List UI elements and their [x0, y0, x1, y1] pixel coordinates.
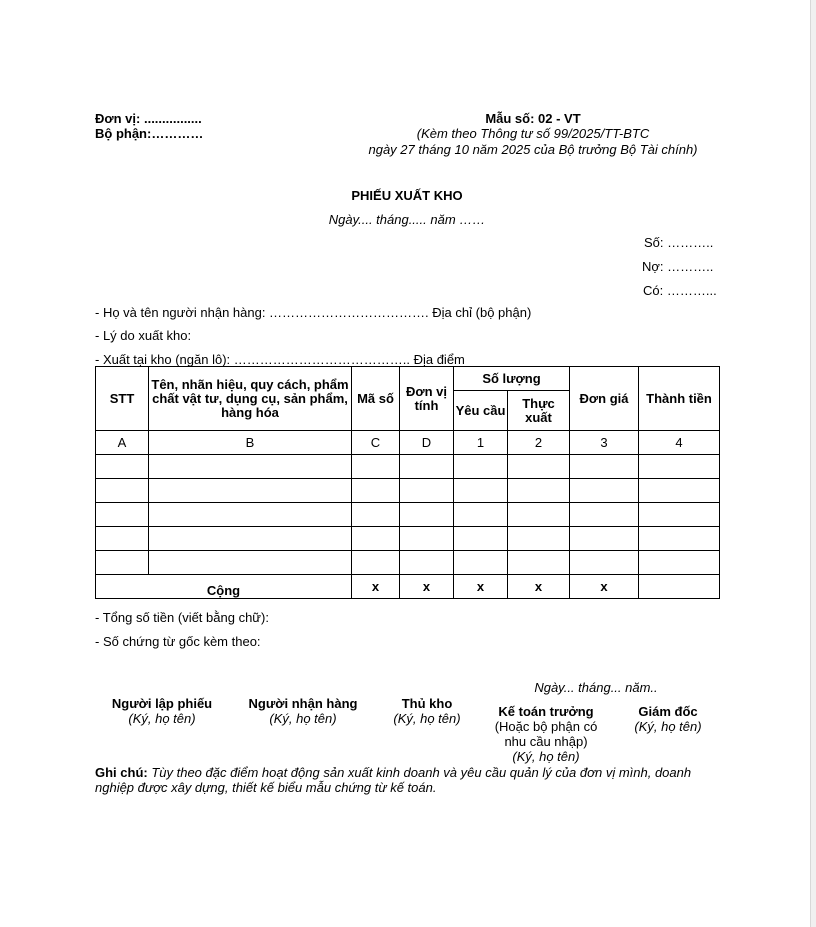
note-line2: nghiệp được xây dựng, thiết kế biểu mẫu chứng từ kế toán.	[95, 780, 437, 795]
note-line1	[95, 765, 691, 780]
signature-note: (Ký, họ tên)	[634, 719, 702, 734]
total-amount-cell	[639, 575, 720, 599]
header-stt: STT	[96, 367, 149, 431]
signature-role: Người lập phiếu	[111, 696, 213, 711]
total-row	[96, 575, 720, 599]
header-price: Đơn giá	[570, 367, 639, 431]
signature-role: Kế toán trưởng	[498, 704, 594, 719]
unit-label: Đơn vị: ................	[95, 111, 202, 126]
signature-note: (Ký, họ tên)	[269, 711, 337, 726]
date-line: Ngày.... tháng..... năm ……	[328, 212, 486, 227]
circular-line2: ngày 27 tháng 10 năm 2025 của Bộ trưởng Bộ Tài chính)	[368, 142, 698, 157]
total-words-line: - Tổng số tiền (viết bằng chữ):	[95, 610, 269, 625]
index-cell: 1	[454, 431, 508, 455]
index-cell: C	[352, 431, 400, 455]
header-unit: Đơn vị tính	[400, 367, 454, 431]
attached-docs-line: - Số chứng từ gốc kèm theo:	[95, 634, 261, 649]
voucher-number: Số: ………..	[644, 235, 714, 250]
items-table	[95, 366, 720, 599]
header-actual: Thực xuất	[508, 391, 570, 431]
debit-account: Nợ: ………..	[642, 259, 714, 274]
warehouse-line: - Xuất tại kho (ngăn lô): ………………………………….. Địa điểm	[95, 352, 465, 367]
table-row	[96, 479, 720, 503]
index-row	[96, 431, 720, 455]
index-cell: 4	[639, 431, 720, 455]
index-cell: D	[400, 431, 454, 455]
signature-note: (Ký, họ tên)	[512, 749, 580, 764]
signature-note: (Ký, họ tên)	[393, 711, 461, 726]
signature-sub: nhu cầu nhập)	[504, 734, 588, 749]
index-cell: A	[96, 431, 149, 455]
signature-recipient	[233, 696, 373, 726]
header-requested: Yêu cầu	[454, 391, 508, 431]
signature-role: Người nhận hàng	[248, 696, 358, 711]
form-number: Mẫu số: 02 - VT	[485, 111, 581, 126]
page-title: PHIẾU XUẤT KHO	[351, 188, 463, 203]
signature-role: Thủ kho	[401, 696, 453, 711]
total-mark: x	[508, 575, 570, 599]
table-row	[96, 527, 720, 551]
header-amount: Thành tiền	[639, 367, 720, 431]
header-item-name: Tên, nhãn hiệu, quy cách, phẩm chất vật tư, dụng cụ, sản phẩm, hàng hóa	[149, 367, 352, 431]
reason-line: - Lý do xuất kho:	[95, 328, 192, 343]
header-code: Mã số	[352, 367, 400, 431]
index-cell: 2	[508, 431, 570, 455]
total-mark: x	[570, 575, 639, 599]
total-label: Cộng	[96, 575, 352, 599]
page-edge	[810, 0, 816, 927]
index-cell: 3	[570, 431, 639, 455]
signature-chief-accountant	[481, 704, 611, 764]
index-cell: B	[149, 431, 352, 455]
circular-line1: (Kèm theo Thông tư số 99/2025/TT-BTC	[416, 126, 650, 141]
header-quantity: Số lượng	[454, 367, 570, 391]
table-row	[96, 503, 720, 527]
table-row	[96, 551, 720, 575]
signature-sub: (Hoặc bộ phận có	[494, 719, 598, 734]
signature-director	[618, 704, 718, 734]
signature-preparer	[97, 696, 227, 726]
total-mark: x	[454, 575, 508, 599]
signature-storekeeper	[377, 696, 477, 726]
credit-account: Có: ………...	[643, 283, 717, 298]
signature-note: (Ký, họ tên)	[128, 711, 196, 726]
signature-role: Giám đốc	[638, 704, 698, 719]
table-row	[96, 455, 720, 479]
department-label: Bộ phận:…………	[95, 126, 204, 141]
sign-date: Ngày... tháng... năm..	[534, 680, 658, 695]
total-mark: x	[400, 575, 454, 599]
recipient-line: - Họ và tên người nhận hàng: ………………………………. Địa chỉ (bộ phận)	[95, 305, 532, 320]
total-mark: x	[352, 575, 400, 599]
note-text: Tùy theo đặc điểm hoạt động sản xuất kinh doanh và yêu cầu quản lý của đơn vị mình, doanh	[147, 765, 692, 780]
note-label: Ghi chú:	[95, 765, 148, 780]
